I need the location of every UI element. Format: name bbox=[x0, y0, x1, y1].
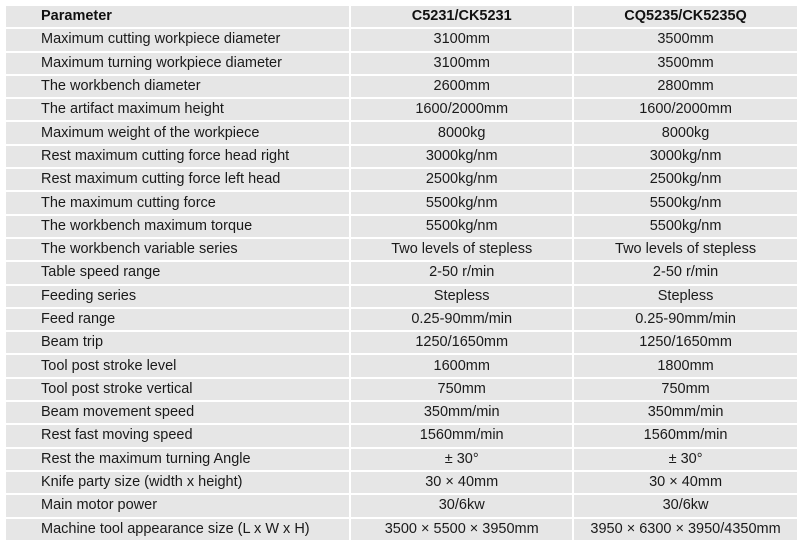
table-row bbox=[6, 495, 797, 516]
parameter-cell: Rest maximum cutting force head right bbox=[6, 146, 349, 167]
value-cell-c5231: 30/6kw bbox=[351, 495, 572, 516]
value-cell-cq5235: 30 × 40mm bbox=[574, 472, 797, 493]
parameter-cell: Rest maximum cutting force left head bbox=[6, 169, 349, 190]
parameter-cell: Machine tool appearance size (L x W x H) bbox=[6, 519, 349, 540]
value-cell-cq5235: 1800mm bbox=[574, 355, 797, 376]
parameter-cell: The workbench diameter bbox=[6, 76, 349, 97]
value-cell-cq5235: 750mm bbox=[574, 379, 797, 400]
value-cell-cq5235: 2500kg/nm bbox=[574, 169, 797, 190]
parameter-cell: Beam movement speed bbox=[6, 402, 349, 423]
value-cell-cq5235: 8000kg bbox=[574, 122, 797, 143]
parameter-cell: Maximum weight of the workpiece bbox=[6, 122, 349, 143]
parameter-cell: The artifact maximum height bbox=[6, 99, 349, 120]
parameter-cell: Table speed range bbox=[6, 262, 349, 283]
value-cell-c5231: 2-50 r/min bbox=[351, 262, 572, 283]
header-row bbox=[6, 6, 797, 27]
parameter-cell: The maximum cutting force bbox=[6, 192, 349, 213]
table-row bbox=[6, 332, 797, 353]
value-cell-cq5235: 1560mm/min bbox=[574, 425, 797, 446]
value-cell-cq5235: 0.25-90mm/min bbox=[574, 309, 797, 330]
value-cell-c5231: 3000kg/nm bbox=[351, 146, 572, 167]
table-row bbox=[6, 262, 797, 283]
header-parameter: Parameter bbox=[6, 6, 349, 27]
table-row bbox=[6, 355, 797, 376]
value-cell-c5231: 3100mm bbox=[351, 29, 572, 50]
table-row bbox=[6, 239, 797, 260]
value-cell-c5231: 1250/1650mm bbox=[351, 332, 572, 353]
header-model-cq5235: CQ5235/CK5235Q bbox=[574, 6, 797, 27]
value-cell-c5231: 5500kg/nm bbox=[351, 216, 572, 237]
table-row bbox=[6, 425, 797, 446]
table-row bbox=[6, 309, 797, 330]
value-cell-c5231: 2600mm bbox=[351, 76, 572, 97]
parameter-cell: Main motor power bbox=[6, 495, 349, 516]
value-cell-cq5235: 5500kg/nm bbox=[574, 192, 797, 213]
parameter-cell: Maximum cutting workpiece diameter bbox=[6, 29, 349, 50]
parameter-cell: Maximum turning workpiece diameter bbox=[6, 53, 349, 74]
value-cell-cq5235: 1600/2000mm bbox=[574, 99, 797, 120]
parameter-cell: Tool post stroke level bbox=[6, 355, 349, 376]
value-cell-c5231: 3100mm bbox=[351, 53, 572, 74]
table-row bbox=[6, 402, 797, 423]
value-cell-c5231: Stepless bbox=[351, 286, 572, 307]
value-cell-c5231: 750mm bbox=[351, 379, 572, 400]
value-cell-c5231: 8000kg bbox=[351, 122, 572, 143]
table-row bbox=[6, 169, 797, 190]
value-cell-cq5235: 2-50 r/min bbox=[574, 262, 797, 283]
table-row bbox=[6, 216, 797, 237]
value-cell-c5231: Two levels of stepless bbox=[351, 239, 572, 260]
parameter-cell: Feed range bbox=[6, 309, 349, 330]
value-cell-cq5235: 1250/1650mm bbox=[574, 332, 797, 353]
parameter-cell: Rest fast moving speed bbox=[6, 425, 349, 446]
table-row bbox=[6, 519, 797, 540]
value-cell-c5231: 350mm/min bbox=[351, 402, 572, 423]
parameter-cell: Knife party size (width x height) bbox=[6, 472, 349, 493]
value-cell-c5231: 1600/2000mm bbox=[351, 99, 572, 120]
table-row bbox=[6, 76, 797, 97]
value-cell-cq5235: Two levels of stepless bbox=[574, 239, 797, 260]
table-row bbox=[6, 472, 797, 493]
parameter-cell: Rest the maximum turning Angle bbox=[6, 449, 349, 470]
table-row bbox=[6, 286, 797, 307]
parameter-cell: Beam trip bbox=[6, 332, 349, 353]
table-row bbox=[6, 122, 797, 143]
value-cell-cq5235: 3000kg/nm bbox=[574, 146, 797, 167]
parameter-cell: The workbench maximum torque bbox=[6, 216, 349, 237]
specification-table bbox=[4, 4, 799, 542]
value-cell-cq5235: 5500kg/nm bbox=[574, 216, 797, 237]
value-cell-cq5235: 3500mm bbox=[574, 53, 797, 74]
value-cell-cq5235: ± 30° bbox=[574, 449, 797, 470]
value-cell-cq5235: Stepless bbox=[574, 286, 797, 307]
table-row bbox=[6, 99, 797, 120]
parameter-cell: The workbench variable series bbox=[6, 239, 349, 260]
value-cell-cq5235: 2800mm bbox=[574, 76, 797, 97]
value-cell-c5231: 5500kg/nm bbox=[351, 192, 572, 213]
value-cell-c5231: 2500kg/nm bbox=[351, 169, 572, 190]
value-cell-c5231: 0.25-90mm/min bbox=[351, 309, 572, 330]
value-cell-c5231: 3500 × 5500 × 3950mm bbox=[351, 519, 572, 540]
value-cell-c5231: 1560mm/min bbox=[351, 425, 572, 446]
table-row bbox=[6, 192, 797, 213]
table-row bbox=[6, 53, 797, 74]
value-cell-cq5235: 3500mm bbox=[574, 29, 797, 50]
value-cell-c5231: 30 × 40mm bbox=[351, 472, 572, 493]
table-row bbox=[6, 146, 797, 167]
value-cell-cq5235: 3950 × 6300 × 3950/4350mm bbox=[574, 519, 797, 540]
header-model-c5231: C5231/CK5231 bbox=[351, 6, 572, 27]
value-cell-c5231: ± 30° bbox=[351, 449, 572, 470]
parameter-cell: Tool post stroke vertical bbox=[6, 379, 349, 400]
parameter-cell: Feeding series bbox=[6, 286, 349, 307]
table-row bbox=[6, 29, 797, 50]
value-cell-cq5235: 350mm/min bbox=[574, 402, 797, 423]
value-cell-cq5235: 30/6kw bbox=[574, 495, 797, 516]
value-cell-c5231: 1600mm bbox=[351, 355, 572, 376]
table-row bbox=[6, 379, 797, 400]
table-row bbox=[6, 449, 797, 470]
